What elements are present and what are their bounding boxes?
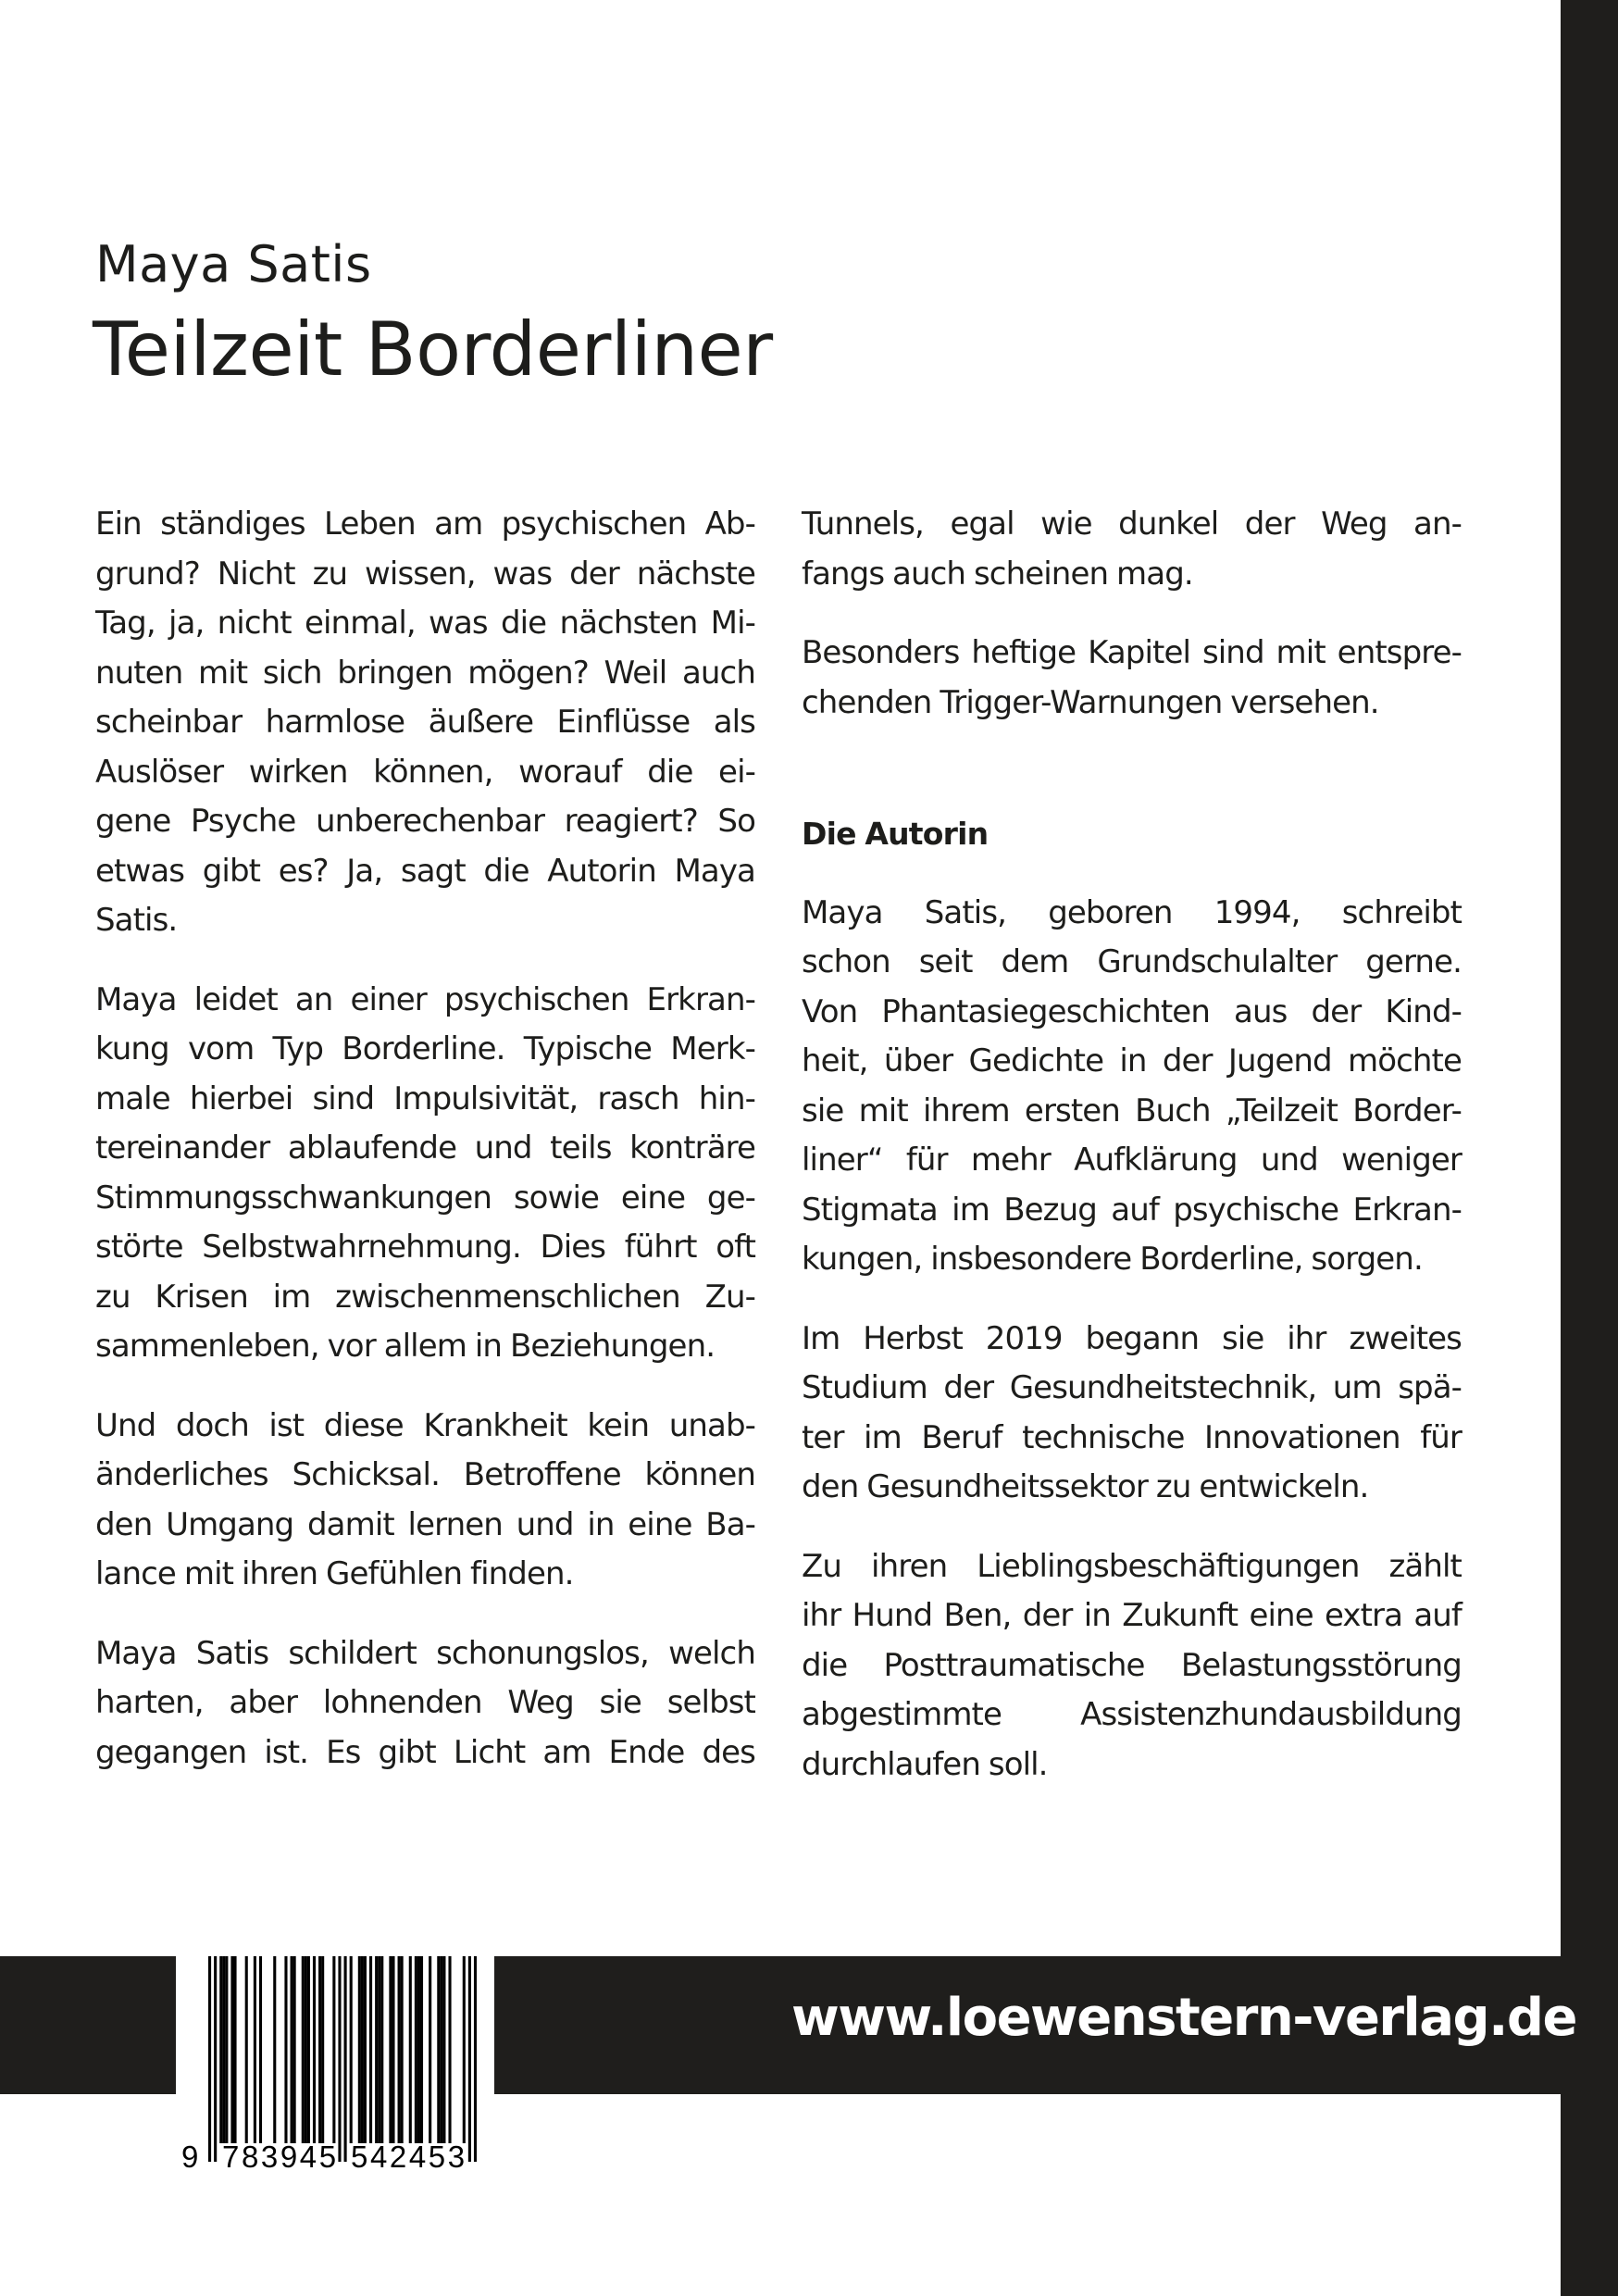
blurb-paragraph-1 — [95, 500, 755, 946]
text-line: Ein ständiges Leben am psychischen Ab- — [95, 505, 755, 543]
text-line: Tag, ja, nicht einmal, was die nächsten Mi- — [95, 605, 755, 642]
text-line: durchlaufen soll. — [802, 1745, 1048, 1783]
text-line: Auslöser wirken können, worauf die ei- — [95, 753, 755, 791]
text-line: Und doch ist diese Krankheit kein unab- — [95, 1406, 755, 1444]
text-line: Studium der Gesundheitstechnik, um spä- — [802, 1369, 1462, 1406]
book-title: Teilzeit Borderliner — [93, 306, 773, 393]
text-line: Maya Satis, geboren 1994, schreibt — [802, 893, 1462, 931]
text-line: heit, über Gedichte in der Jugend möchte — [802, 1042, 1462, 1079]
text-line: Satis. — [95, 902, 178, 939]
author-bio-paragraph-3 — [802, 1542, 1462, 1791]
publisher-url[interactable]: www.loewenstern-verlag.de — [791, 1988, 1576, 2048]
author-name: Maya Satis — [95, 235, 372, 293]
text-line: änderliches Schicksal. Betroffene können — [95, 1456, 755, 1493]
text-line: fangs auch scheinen mag. — [802, 555, 1193, 593]
text-line: sie mit ihrem ersten Buch „Teilzeit Border- — [802, 1092, 1462, 1129]
text-line: Stigmata im Bezug auf psychische Erkran- — [802, 1191, 1462, 1229]
text-line: tereinander ablaufende und teils konträre — [95, 1129, 755, 1167]
isbn-first-digit: 9 — [181, 2140, 199, 2174]
text-line: Maya leidet an einer psychischen Erkran- — [95, 980, 755, 1018]
text-line: chenden Trigger-Warnungen versehen. — [802, 683, 1379, 721]
blurb-right-column — [802, 500, 1462, 1819]
blurb-paragraph-4 — [95, 1629, 755, 1778]
text-line: Maya Satis schildert schonungslos, welch — [95, 1634, 755, 1672]
blurb-left-column — [95, 500, 755, 1807]
author-bio-paragraph-1 — [802, 889, 1462, 1285]
text-line: liner“ für mehr Aufklärung und weniger — [802, 1142, 1462, 1179]
text-line: ihr Hund Ben, der in Zukunft eine extra auf — [802, 1597, 1462, 1634]
text-line: sammenleben, vor allem in Beziehungen. — [95, 1328, 716, 1365]
text-line: Von Phantasiegeschichten aus der Kind- — [802, 992, 1462, 1030]
trigger-warning-note — [802, 629, 1462, 728]
barcode-bars-icon — [208, 1956, 477, 2162]
text-line: kungen, insbesondere Borderline, sorgen. — [802, 1241, 1423, 1278]
text-line: Zu ihren Lieblingsbeschäftigungen zählt — [802, 1547, 1462, 1585]
text-line: nuten mit sich bringen mögen? Weil auch — [95, 654, 755, 692]
text-line: störte Selbstwahrnehmung. Dies führt oft — [95, 1229, 755, 1266]
isbn-barcode — [208, 1956, 477, 2162]
text-line: abgestimmte Assistenzhundausbildung — [802, 1696, 1462, 1733]
text-line: Besonders heftige Kapitel sind mit entspre- — [802, 634, 1462, 671]
text-line: zu Krisen im zwischenmenschlichen Zu- — [95, 1278, 755, 1316]
about-author-heading: Die Autorin — [802, 816, 989, 852]
book-spine-edge — [1561, 0, 1618, 2296]
text-line: scheinbar harmlose äußere Einflüsse als — [95, 704, 755, 741]
text-line: lance mit ihren Gefühlen finden. — [95, 1555, 574, 1592]
text-line: gegangen ist. Es gibt Licht am Ende des — [95, 1733, 755, 1771]
text-line: schon seit dem Grundschulalter gerne. — [802, 943, 1462, 980]
text-line: den Gesundheitssektor zu entwickeln. — [802, 1468, 1369, 1505]
isbn-left-group: 783945 — [222, 2140, 339, 2174]
text-line: Stimmungsschwankungen sowie eine ge- — [95, 1179, 755, 1217]
blurb-paragraph-3 — [95, 1402, 755, 1600]
text-line: kung vom Typ Borderline. Typische Merk- — [95, 1030, 755, 1067]
text-line: grund? Nicht zu wissen, was der nächste — [95, 555, 755, 593]
text-line: etwas gibt es? Ja, sagt die Autorin Maya — [95, 852, 755, 890]
blurb-paragraph-4-continued — [802, 500, 1462, 599]
text-line: harten, aber lohnenden Weg sie selbst — [95, 1684, 755, 1721]
blurb-paragraph-2 — [95, 976, 755, 1372]
text-line: Im Herbst 2019 begann sie ihr zweites — [802, 1319, 1462, 1357]
author-bio-paragraph-2 — [802, 1315, 1462, 1513]
text-line: Tunnels, egal wie dunkel der Weg an- — [802, 505, 1462, 543]
isbn-right-group: 542453 — [351, 2140, 467, 2174]
text-line: gene Psyche unberechenbar reagiert? So — [95, 803, 755, 840]
text-line: male hierbei sind Impulsivität, rasch hin- — [95, 1079, 755, 1117]
text-line: ter im Beruf technische Innovationen für — [802, 1418, 1462, 1456]
text-line: die Posttraumatische Belastungsstörung — [802, 1646, 1462, 1684]
footer-band-left — [0, 1956, 176, 2094]
text-line: den Umgang damit lernen und in eine Ba- — [95, 1505, 755, 1543]
